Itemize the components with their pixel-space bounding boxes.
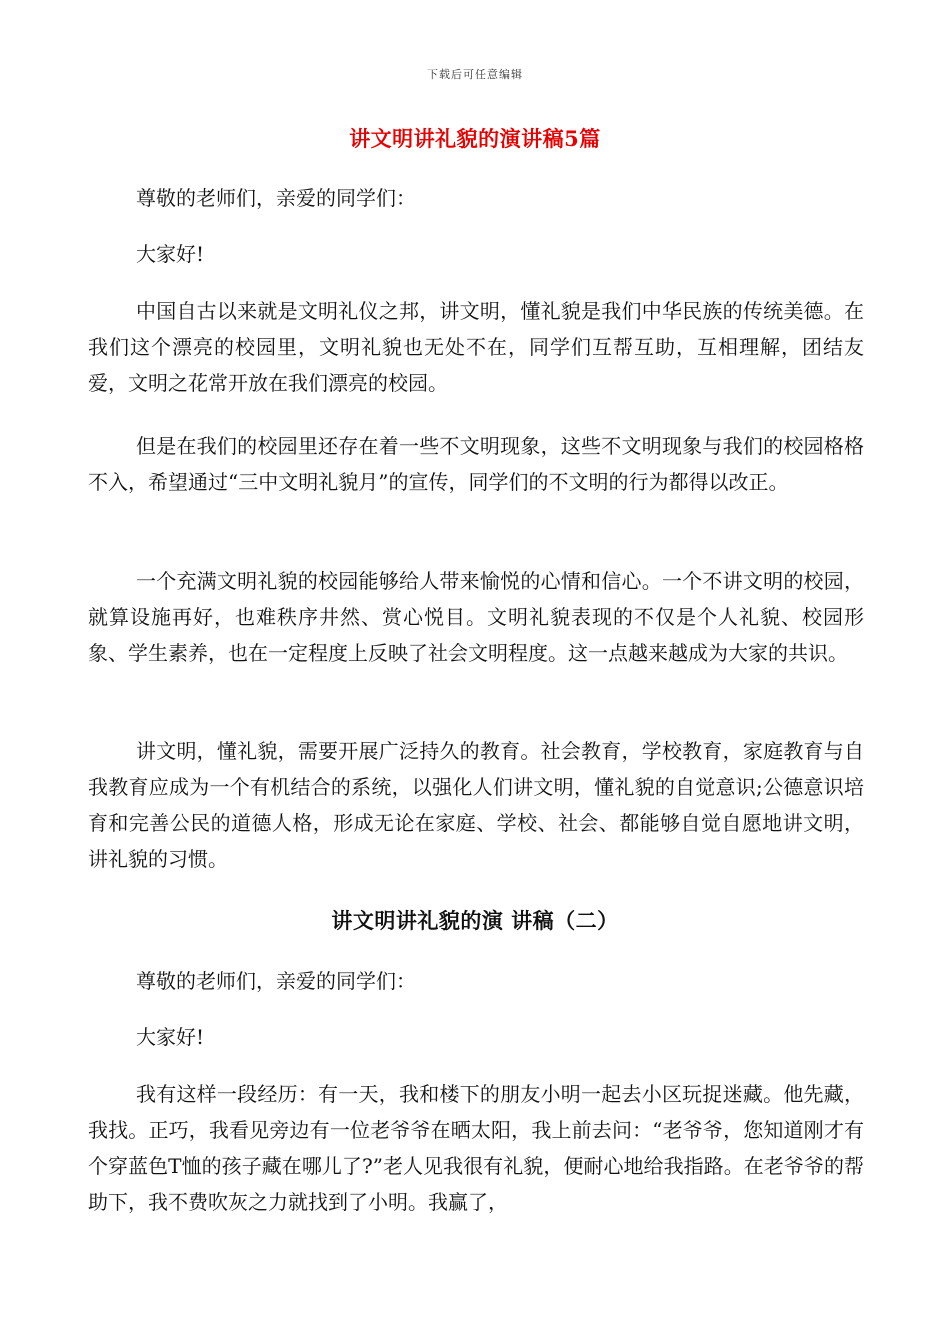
paragraph-4: 讲文明，懂礼貌，需要开展广泛持久的教育。社会教育，学校教育，家庭教育与自我教育应成为一个有机结合的系统，以强化人们讲文明，懂礼貌的自觉意识;公德意识培育和完善公民的道德人格，形成无论在家庭、学校、社会、都能够自觉自愿地讲文明，讲礼貌的习惯。 — [88, 739, 864, 871]
salutation-2: 尊敬的老师们，亲爱的同学们： — [136, 969, 416, 993]
paragraph-2: 但是在我们的校园里还存在着一些不文明现象，这些不文明现象与我们的校园格格不入，希望通过“三中文明礼貌月”的宣传，同学们的不文明的行为都得以改正。 — [88, 434, 864, 494]
section-subtitle: 讲文明讲礼貌的演 讲稿（二） — [331, 908, 619, 933]
greeting: 大家好! — [136, 242, 205, 266]
document-title: 讲文明讲礼貌的演讲稿5篇 — [349, 126, 601, 151]
header-note: 下载后可任意编辑 — [427, 68, 523, 81]
greeting-2: 大家好! — [136, 1025, 205, 1049]
paragraph-1: 中国自古以来就是文明礼仪之邦，讲文明，懂礼貌是我们中华民族的传统美德。在我们这个漂亮的校园里，文明礼貌也无处不在，同学们互帮互助，互相理解，团结友爱，文明之花常开放在我们漂亮的校园。 — [88, 299, 864, 395]
paragraph-5: 我有这样一段经历：有一天，我和楼下的朋友小明一起去小区玩捉迷藏。他先藏，我找。正巧，我看见旁边有一位老爷爷在晒太阳，我上前去问：“老爷爷，您知道刚才有个穿蓝色T恤的孩子藏在哪儿了?”老人见我很有礼貌，便耐心地给我指路。在老爷爷的帮助下，我不费吹灰之力就找到了小明。我赢了， — [88, 1082, 864, 1214]
paragraph-3: 一个充满文明礼貌的校园能够给人带来愉悦的心情和信心。一个不讲文明的校园，就算设施再好，也难秩序井然、赏心悦目。文明礼貌表现的不仅是个人礼貌、校园形象、学生素养，也在一定程度上反映了社会文明程度。这一点越来越成为大家的共识。 — [88, 569, 864, 665]
salutation: 尊敬的老师们，亲爱的同学们： — [136, 186, 416, 210]
